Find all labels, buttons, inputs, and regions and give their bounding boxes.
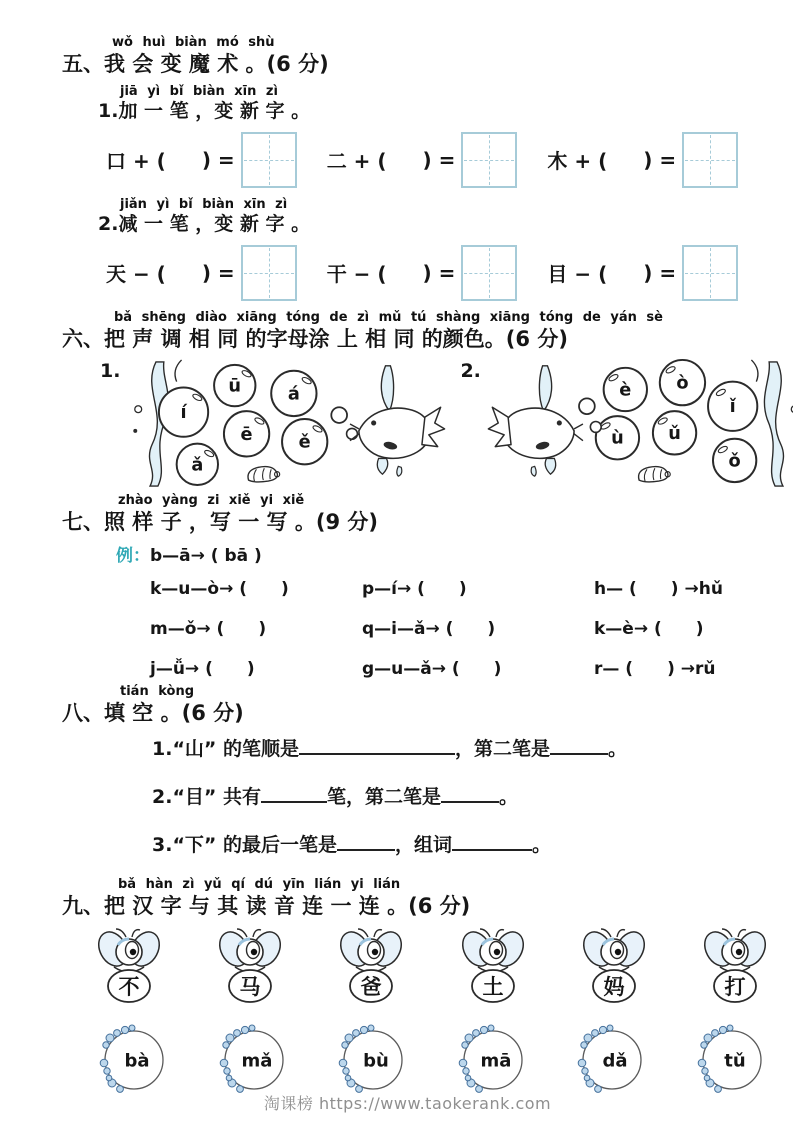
bee-hanzi-2[interactable]: [338, 925, 404, 1007]
equation-left: 二 + (: [326, 149, 387, 174]
equation-left: 木 + (: [547, 149, 608, 174]
equation-item: [547, 245, 738, 301]
hive-pinyin-5[interactable]: [694, 1023, 768, 1099]
spell-cell[interactable]: q—i—ǎ→ ( ): [362, 619, 496, 640]
svg-text:á: á: [288, 384, 301, 405]
equation-left: 目 − (: [547, 262, 608, 287]
hive-pinyin-0[interactable]: [96, 1023, 170, 1099]
hive-pinyin-1[interactable]: [216, 1023, 290, 1099]
fill-item-2: [152, 782, 753, 809]
bee-hanzi-text: 爸: [360, 975, 382, 1000]
svg-text:ǎ: ǎ: [191, 455, 204, 476]
hive-pinyin-text: bù: [363, 1050, 390, 1072]
equation-item: [327, 132, 518, 188]
equation-left: 天 − (: [106, 262, 166, 287]
hive-pinyin-4[interactable]: [574, 1023, 648, 1099]
equation-right: ) =: [643, 147, 677, 172]
tone-bubble[interactable]: [653, 411, 696, 454]
tianzige-box[interactable]: [682, 245, 738, 301]
bee-hanzi-text: 不: [118, 975, 140, 1000]
equation-right: ) =: [201, 260, 235, 285]
spell-cell[interactable]: p—í→ ( ): [362, 579, 467, 600]
equation-right: ) =: [422, 260, 456, 285]
spell-cell[interactable]: k—u—ò→ ( ): [150, 579, 289, 600]
section-9-pinyin: bǎ hàn zì yǔ qí dú yīn lián yi lián: [118, 877, 401, 893]
answer-blank[interactable]: [299, 735, 455, 755]
remove-stroke-row: [106, 245, 753, 301]
bee-hanzi-4[interactable]: [581, 925, 647, 1007]
svg-text:ū: ū: [228, 376, 242, 397]
sub2-pinyin: jiǎn yì bǐ biàn xīn zì: [120, 196, 288, 212]
tone-bubble[interactable]: [660, 360, 705, 405]
small-bubble: [332, 407, 348, 423]
fill-text: ，第二笔是: [455, 738, 551, 761]
section-9: [62, 878, 753, 1099]
section-8-title: 八、填 空 。(6 分): [62, 700, 244, 725]
sub1-title: 1.加 一 笔 ，变 新 字 。: [98, 100, 311, 123]
bee-hanzi-0[interactable]: [96, 925, 162, 1007]
bee-hanzi-text: 马: [239, 975, 261, 1000]
shell: [248, 466, 280, 481]
svg-text:ǔ: ǔ: [668, 423, 681, 444]
equation-right: ) =: [643, 260, 677, 285]
bee-hanzi-3[interactable]: [460, 925, 526, 1007]
hive-pinyin-3[interactable]: [455, 1023, 529, 1099]
hive-pinyin-text: tǔ: [724, 1050, 746, 1072]
tone-bubble[interactable]: [282, 419, 327, 464]
equation-item: [327, 245, 518, 301]
equation-item: [106, 132, 297, 188]
section-5: [62, 36, 753, 301]
example-line: [116, 541, 753, 566]
tianzige-box[interactable]: [461, 245, 517, 301]
hanzi-bee-row: [96, 925, 768, 1007]
tone-bubble[interactable]: [272, 371, 317, 416]
fill-text: 笔，第二笔是: [327, 786, 442, 809]
fill-text: ，组词: [395, 834, 453, 857]
svg-text:ě: ě: [299, 432, 312, 453]
small-bubble: [579, 398, 595, 414]
section-6: [62, 311, 753, 488]
equation-right: ) =: [201, 147, 235, 172]
shell: [638, 466, 670, 481]
section-8: [62, 685, 753, 857]
section-5-pinyin: wǒ huì biàn mó shù: [112, 35, 275, 50]
pinyin-hive-row: [96, 1023, 768, 1099]
spell-cell[interactable]: g—u—ǎ→ ( ): [362, 659, 502, 680]
tone-bubble[interactable]: [713, 439, 756, 482]
svg-text:í: í: [180, 402, 188, 423]
fish-scenes: [100, 356, 753, 488]
fill-text: 。: [499, 786, 519, 809]
tianzige-box[interactable]: [241, 132, 297, 188]
spell-cell[interactable]: r— ( ) →rǔ: [594, 659, 716, 680]
answer-blank[interactable]: [452, 831, 532, 851]
sub2-title: 2.减 一 笔 ，变 新 字 。: [98, 212, 311, 235]
example-text: b—ā→ ( bā ): [150, 546, 262, 567]
tone-bubble[interactable]: [177, 444, 218, 485]
tone-bubble[interactable]: [224, 411, 269, 456]
svg-text:ǒ: ǒ: [728, 451, 741, 472]
bee-hanzi-text: 妈: [603, 975, 625, 1000]
svg-text:ē: ē: [241, 424, 254, 445]
fill-in-items: [152, 734, 753, 857]
tianzige-box[interactable]: [461, 132, 517, 188]
add-stroke-row: [106, 132, 753, 188]
section-8-pinyin: tián kòng: [120, 684, 195, 700]
svg-text:ù: ù: [611, 428, 624, 449]
tone-bubble[interactable]: [708, 381, 757, 430]
hive-pinyin-text: mǎ: [241, 1050, 273, 1072]
fill-item-3: [152, 830, 753, 857]
equation-left: 干 − (: [326, 262, 387, 287]
bee-hanzi-text: 打: [724, 975, 746, 1000]
tianzige-box[interactable]: [241, 245, 297, 301]
hive-pinyin-2[interactable]: [335, 1023, 409, 1099]
fish-bubbles-illustration-2[interactable]: [485, 356, 793, 488]
fill-text: 2.“目” 共有: [152, 786, 262, 809]
fill-text: 1.“山” 的笔顺是: [152, 738, 300, 761]
svg-text:ò: ò: [676, 373, 689, 394]
answer-blank[interactable]: [261, 783, 327, 803]
equation-item: [106, 245, 297, 301]
tianzige-box[interactable]: [682, 132, 738, 188]
equation-left: 口 + (: [106, 149, 166, 174]
svg-text:ǐ: ǐ: [729, 397, 736, 418]
section-9-title: 九、把 汉 字 与 其 读 音 连 一 连 。(6 分): [62, 894, 471, 919]
bee-pupil: [130, 949, 136, 955]
scene-1-label: 1.: [100, 359, 121, 382]
bee-hanzi-5[interactable]: [702, 925, 768, 1007]
spell-cell[interactable]: j—ǚ→ ( ): [150, 659, 255, 680]
fish-bubbles-illustration-1[interactable]: [124, 356, 446, 488]
tone-bubble[interactable]: [604, 368, 647, 411]
fill-text: 。: [608, 738, 628, 761]
section-6-title: 六、把 声 调 相 同 的字母涂 上 相 同 的颜色。(6 分): [62, 326, 568, 351]
section-7-pinyin: zhào yàng zi xiě yi xiě: [118, 492, 305, 508]
tone-bubble[interactable]: [159, 387, 208, 436]
sub1-pinyin: jiā yì bǐ biàn xīn zì: [120, 84, 278, 100]
equation-item: [547, 132, 738, 188]
fill-item-1: [152, 734, 753, 761]
hive-pinyin-text: dǎ: [602, 1050, 628, 1072]
hive-pinyin-text: bà: [124, 1050, 150, 1072]
svg-text:è: è: [619, 380, 632, 401]
tone-bubble[interactable]: [596, 416, 639, 459]
spelling-grid: [150, 574, 753, 679]
fill-text: 。: [532, 834, 552, 857]
fish-scene-2: [460, 356, 793, 488]
section-5-title: 五、我 会 变 魔 术 。(6 分): [62, 51, 329, 76]
answer-blank[interactable]: [441, 783, 499, 803]
scene-2-label: 2.: [460, 359, 481, 382]
hive-pinyin-text: mā: [480, 1050, 512, 1072]
fish-scene-1: [100, 356, 446, 488]
small-bubble: [347, 428, 358, 439]
tone-bubble[interactable]: [215, 365, 256, 406]
fill-text: 3.“下” 的最后一笔是: [152, 834, 338, 857]
section-6-pinyin: bǎ shēng diào xiāng tóng de zì mǔ tú shàng xiāng tóng de yán sè: [114, 309, 663, 325]
spell-cell[interactable]: h— ( ) →hǔ: [594, 579, 723, 600]
example-label: 例：: [116, 546, 150, 567]
section-7: [62, 494, 753, 679]
fish: [350, 366, 445, 476]
small-bubble: [590, 421, 601, 432]
bee-hanzi-1[interactable]: [217, 925, 283, 1007]
answer-blank[interactable]: [337, 831, 395, 851]
spell-cell[interactable]: m—ǒ→ ( ): [150, 619, 267, 640]
answer-blank[interactable]: [550, 735, 608, 755]
spell-cell[interactable]: k—è→ ( ): [594, 619, 704, 640]
bee-hanzi-text: 土: [482, 975, 504, 1000]
watermark-footer: 淘课榜 https://www.taokerank.com: [263, 1094, 552, 1114]
equation-right: ) =: [422, 147, 456, 172]
section-7-title: 七、照 样 子 ，写 一 写 。(9 分): [62, 509, 378, 534]
